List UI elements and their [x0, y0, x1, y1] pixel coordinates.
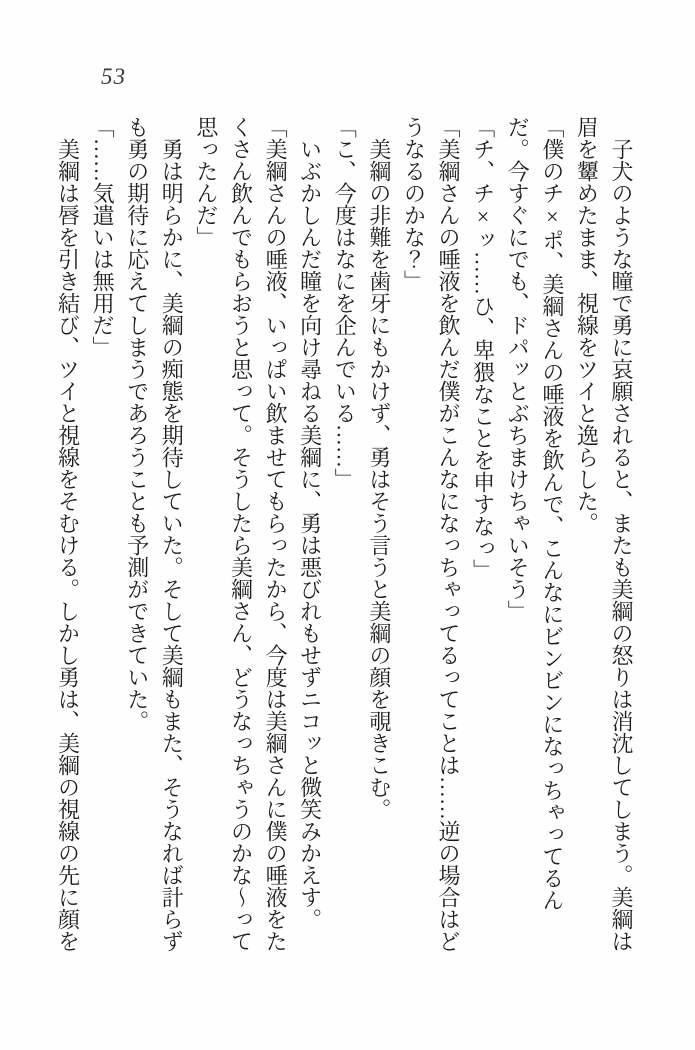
paragraph: 子犬のような瞳で勇に哀願されると、またも美綱の怒りは消沈してしまう。美綱は眉を顰めたまま、視線をツイと逸らした。 [574, 116, 634, 952]
paragraph: 勇は明らかに、美綱の痴態を期待していた。そして美綱もまた、そうなれば計らずも勇の期待に応えてしまうであろうことも予測ができていた。 [124, 116, 185, 952]
paragraph: 「美綱さんの唾液を飲んだ僕がこんなになっちゃってるってことは……逆の場合はどうなるのかな？」 [401, 116, 462, 952]
paragraph: 「……気遣いは無用だ」 [90, 116, 116, 358]
page-number: 53 [101, 64, 126, 89]
text-block [50, 116, 638, 954]
paragraph: 「美綱さんの唾液、いっぱい飲ませてもらったから、今度は美綱さんに僕の唾液をたくさん飲んでもらおうと思って。そうしたら美綱さん、どうなっちゃうのかな～って思ったんだ」 [193, 116, 289, 952]
paragraph: 「こ、今度はなにを企んでいる……」 [332, 116, 358, 490]
paragraph: 「僕のチ×ポ、美綱さんの唾液を飲んで、こんなにビンビンになっちゃってるんだ。今すぐにでも、ドパッとぶちまけちゃいそう」 [505, 116, 565, 911]
paragraph: いぶかしんだ瞳を向け尋ねる美綱に、勇は悪びれもせずニコッと微笑みかえす。 [297, 138, 323, 930]
paragraph: 「チ、チ×ッ……ひ、卑猥なことを申すなっ」 [470, 116, 496, 581]
paragraph: 美綱は唇を引き結び、ツイと視線をそむける。しかし勇は、美綱の視線の先に顔を [55, 138, 81, 952]
paragraph: 美綱の非難を歯牙にもかけず、勇はそう言うと美綱の顔を覗きこむ。 [366, 138, 392, 820]
